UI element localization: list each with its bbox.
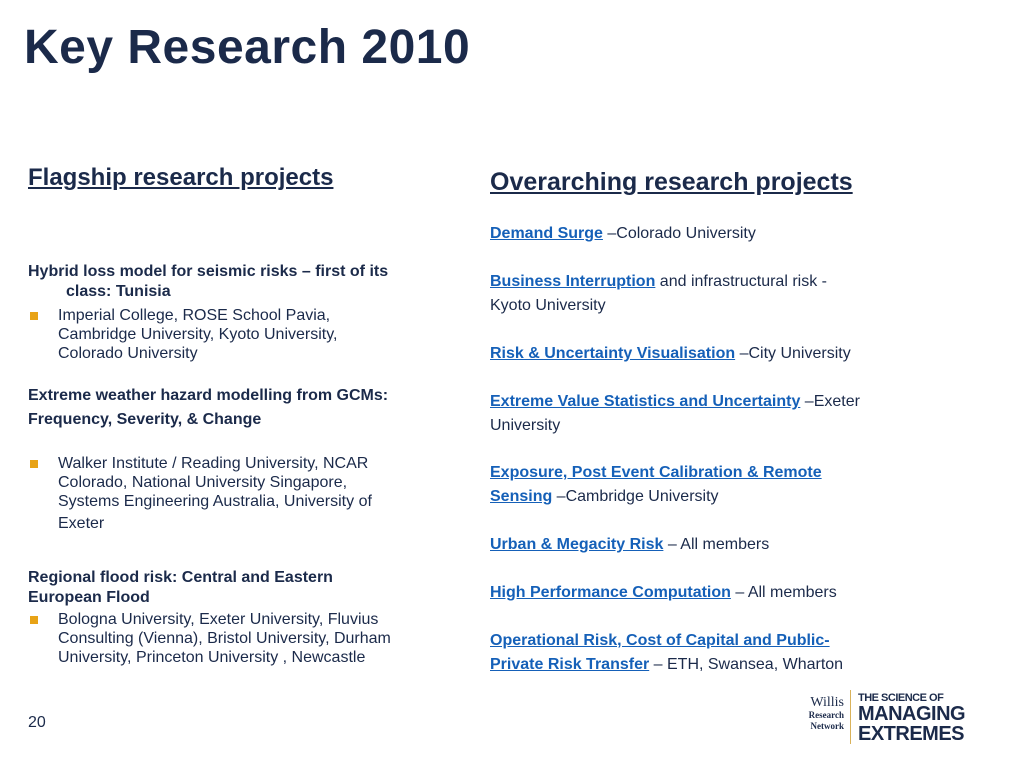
overarching-column xyxy=(490,160,970,673)
item-text: –Cambridge University xyxy=(552,488,719,505)
list-item xyxy=(490,270,827,318)
partners-line: Colorado University xyxy=(58,345,198,362)
partners-line: Cambridge University, Kyoto University, xyxy=(58,326,338,343)
operational-risk-link[interactable]: Operational Risk, Cost of Capital and Public- xyxy=(490,632,830,649)
project-flood xyxy=(28,568,478,667)
page-number: 20 xyxy=(28,714,46,731)
logo-extremes-text: EXTREMES xyxy=(858,723,965,745)
risk-uncertainty-visualisation-link[interactable]: Risk & Uncertainty Visualisation xyxy=(490,345,736,362)
demand-surge-link[interactable]: Demand Surge xyxy=(490,225,603,242)
item-text: – ETH, Swansea, Wharton xyxy=(649,656,844,673)
exposure-calibration-link[interactable]: Exposure, Post Event Calibration & Remote xyxy=(490,464,822,481)
project-title: Regional flood risk: Central and Eastern xyxy=(28,569,333,586)
logo-willis-text: Willis xyxy=(810,695,844,710)
partners-line: Walker Institute / Reading University, NCAR xyxy=(58,455,369,472)
logo-science-text: THE SCIENCE OF xyxy=(858,692,944,704)
bullet-square-icon xyxy=(30,460,38,468)
item-text: University xyxy=(490,417,561,434)
partners-line: Exeter xyxy=(58,515,105,532)
item-text: Kyoto University xyxy=(490,297,606,314)
list-item xyxy=(490,581,837,605)
flagship-column xyxy=(28,160,478,666)
project-title: Extreme weather hazard modelling from GCMs: xyxy=(28,387,389,404)
partners-line: Systems Engineering Australia, University of xyxy=(58,493,372,510)
logo-tagline xyxy=(858,692,965,744)
page-title: Key Research 2010 xyxy=(24,21,471,74)
bullet-square-icon xyxy=(30,312,38,320)
operational-risk-link-cont[interactable]: Private Risk Transfer xyxy=(490,656,650,673)
item-text: –Exeter xyxy=(800,393,860,410)
partners-line: Colorado, National University Singapore, xyxy=(58,474,348,491)
project-title-cont: Frequency, Severity, & Change xyxy=(28,411,262,428)
logo-managing-text: MANAGING xyxy=(858,703,966,725)
item-text: and infrastructural risk - xyxy=(655,273,827,290)
project-partners xyxy=(28,610,478,667)
logo-wordmark xyxy=(800,696,844,732)
item-text: –City University xyxy=(735,345,851,362)
high-performance-computation-link[interactable]: High Performance Computation xyxy=(490,584,731,601)
item-text: – All members xyxy=(663,536,770,553)
list-item xyxy=(490,342,851,366)
logo-network-text: Network xyxy=(810,721,844,731)
project-seismic xyxy=(28,262,478,363)
project-partners xyxy=(28,306,478,363)
flagship-heading: Flagship research projects xyxy=(28,164,334,191)
list-item xyxy=(490,629,843,677)
urban-megacity-risk-link[interactable]: Urban & Megacity Risk xyxy=(490,536,664,553)
exposure-calibration-link-cont[interactable]: Sensing xyxy=(490,488,553,505)
project-title-cont: European Flood xyxy=(28,589,150,606)
bullet-square-icon xyxy=(30,616,38,624)
logo-divider xyxy=(850,690,851,744)
project-title: Hybrid loss model for seismic risks – first of its xyxy=(28,263,389,280)
extreme-value-statistics-link[interactable]: Extreme Value Statistics and Uncertainty xyxy=(490,393,801,410)
partners-line: Consulting (Vienna), Bristol University, Durham xyxy=(58,630,391,647)
project-partners xyxy=(28,454,478,537)
project-title-cont: class: Tunisia xyxy=(66,283,171,300)
partners-line: University, Princeton University , Newcastle xyxy=(58,649,366,666)
item-text: – All members xyxy=(730,584,837,601)
willis-research-network-logo xyxy=(800,688,966,748)
item-text: –Colorado University xyxy=(602,225,756,242)
partners-line: Bologna University, Exeter University, Fluvius xyxy=(58,611,379,628)
list-item xyxy=(490,461,822,509)
business-interruption-link[interactable]: Business Interruption xyxy=(490,273,656,290)
logo-research-text: Research xyxy=(808,710,844,720)
project-weather xyxy=(28,384,478,537)
list-item xyxy=(490,222,756,246)
list-item xyxy=(490,390,860,438)
partners-line: Imperial College, ROSE School Pavia, xyxy=(58,307,331,324)
overarching-heading: Overarching research projects xyxy=(490,168,853,196)
list-item xyxy=(490,533,769,557)
